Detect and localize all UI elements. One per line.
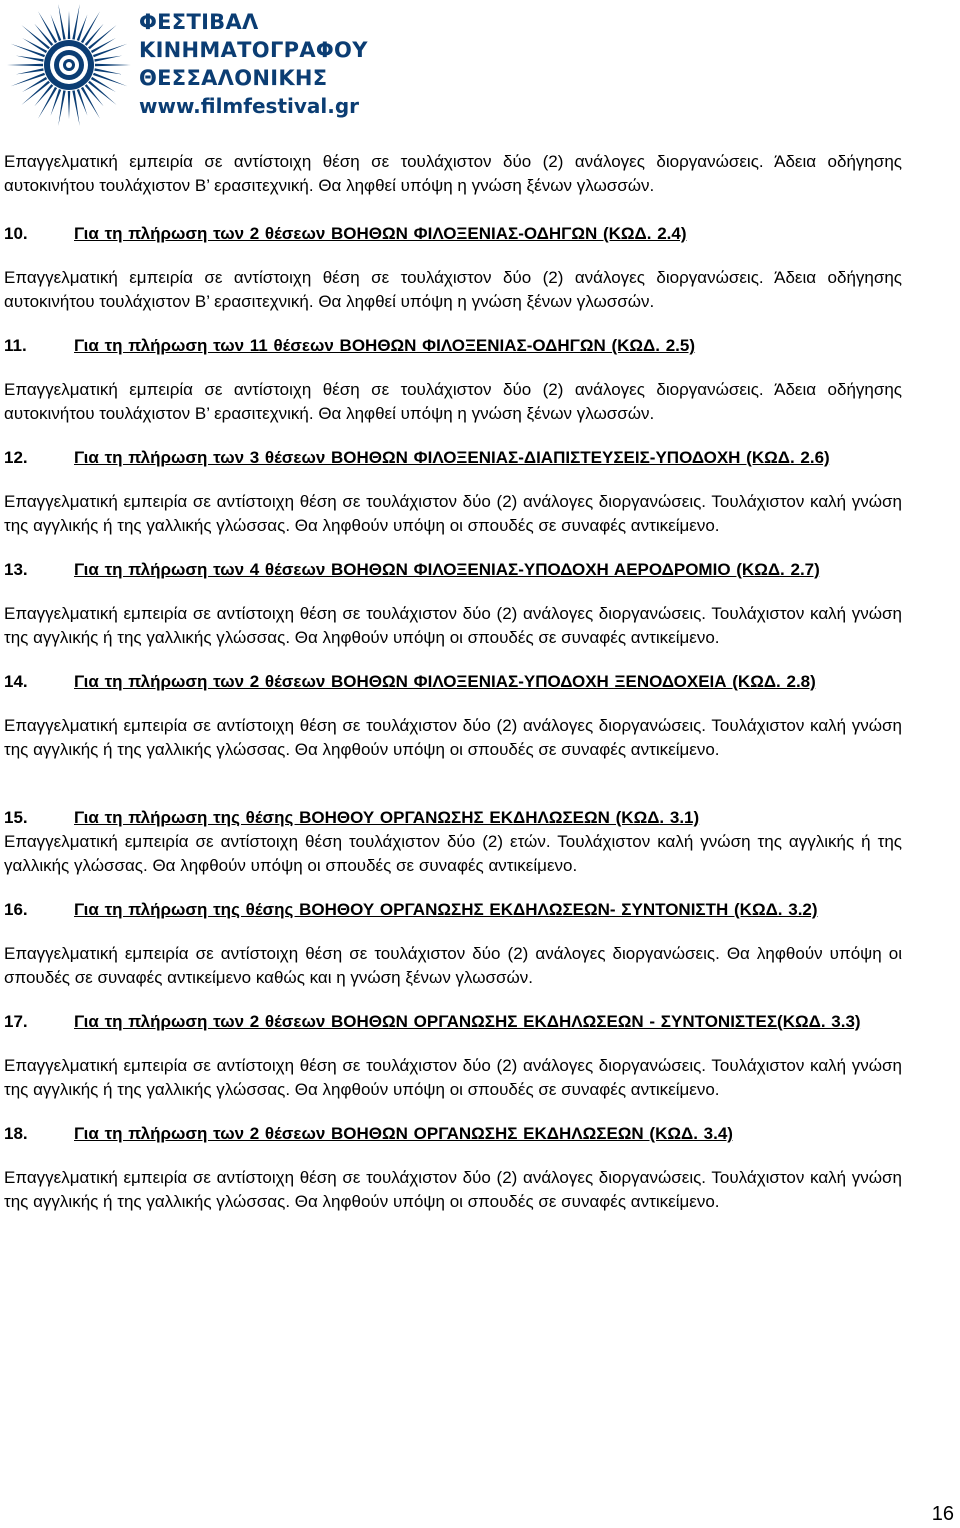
- section-heading: [4, 898, 902, 922]
- page-header: [0, 0, 960, 130]
- section-14: [4, 670, 902, 762]
- section-body: Επαγγελματική εμπειρία σε αντίστοιχη θέση σε τουλάχιστον δύο (2) ανάλογες διοργανώσεις. Τουλάχιστον καλή γνώση της αγγλικής ή της γαλλικής γλώσσας. Θα ληφθούν υπόψη οι σπουδές σε συναφές αντικείμενο.: [4, 492, 902, 535]
- section-title: Για τη πλήρωση των 4 θέσεων ΒΟΗΘΩΝ ΦΙΛΟΞΕΝΙΑΣ-ΥΠΟΔΟΧΗ ΑΕΡΟΔΡΟΜΙΟ (ΚΩΔ. 2.7): [74, 560, 820, 579]
- section-body: Επαγγελματική εμπειρία σε αντίστοιχη θέση σε τουλάχιστον δύο (2) ανάλογες διοργανώσεις. Τουλάχιστον καλή γνώση της αγγλικής ή της γαλλικής γλώσσας. Θα ληφθούν υπόψη οι σπουδές σε συναφές αντικείμενο.: [4, 716, 902, 759]
- section-body: Επαγγελματική εμπειρία σε αντίστοιχη θέση σε τουλάχιστον δύο (2) ανάλογες διοργανώσεις. Τουλάχιστον καλή γνώση της αγγλικής ή της γαλλικής γλώσσας. Θα ληφθούν υπόψη οι σπουδές σε συναφές αντικείμενο.: [4, 1056, 902, 1099]
- section-title: Για τη πλήρωση των 11 θέσεων ΒΟΗΘΩΝ ΦΙΛΟΞΕΝΙΑΣ-ΟΔΗΓΩΝ (ΚΩΔ. 2.5): [74, 336, 696, 355]
- logo-line-2: ΚΙΝΗΜΑΤΟΓΡΑΦΟΥ: [139, 38, 368, 62]
- section-12: [4, 446, 902, 538]
- section-10: [4, 222, 902, 314]
- logo-line-1: ΦΕΣΤΙΒΑΛ: [139, 10, 259, 34]
- section-17: [4, 1010, 902, 1102]
- section-title: Για τη πλήρωση των 2 θέσεων ΒΟΗΘΩΝ ΟΡΓΑΝΩΣΗΣ ΕΚΔΗΛΩΣΕΩΝ (ΚΩΔ. 3.4): [74, 1124, 733, 1143]
- section-number: 10.: [4, 224, 28, 243]
- logo-url: www.filmfestival.gr: [139, 94, 360, 118]
- section-body: Επαγγελματική εμπειρία σε αντίστοιχη θέση τουλάχιστον δύο (2) ετών. Τουλάχιστον καλή γνώση της αγγλικής ή της γαλλικής γλώσσας. Θα ληφθούν υπόψη οι σπουδές σε συναφές αντικείμενο.: [4, 832, 902, 875]
- section-heading: [4, 1122, 902, 1146]
- intro-paragraph: Επαγγελματική εμπειρία σε αντίστοιχη θέση σε τουλάχιστον δύο (2) ανάλογες διοργανώσεις. Άδεια οδήγησης αυτοκινήτου τουλάχιστον Β’ ερασιτεχνική. Θα ληφθεί υπόψη η γνώση ξένων γλωσσών.: [4, 152, 902, 195]
- section-title: Για τη πλήρωση των 3 θέσεων ΒΟΗΘΩΝ ΦΙΛΟΞΕΝΙΑΣ-ΔΙΑΠΙΣΤΕΥΣΕΙΣ-ΥΠΟΔΟΧΗ (ΚΩΔ. 2.6): [74, 448, 830, 467]
- section-title: Για τη πλήρωση των 2 θέσεων ΒΟΗΘΩΝ ΦΙΛΟΞΕΝΙΑΣ-ΟΔΗΓΩΝ (ΚΩΔ. 2.4): [74, 224, 687, 243]
- section-body: Επαγγελματική εμπειρία σε αντίστοιχη θέση σε τουλάχιστον δύο (2) ανάλογες διοργανώσεις. Τουλάχιστον καλή γνώση της αγγλικής ή της γαλλικής γλώσσας. Θα ληφθούν υπόψη οι σπουδές σε συναφές αντικείμενο.: [4, 1168, 902, 1211]
- logo-line-3: ΘΕΣΣΑΛΟΝΙΚΗΣ: [139, 66, 328, 90]
- section-number: 15.: [4, 808, 28, 827]
- section-heading: [4, 558, 902, 582]
- section-16: [4, 898, 902, 990]
- section-title: Για τη πλήρωση της θέσης ΒΟΗΘΟΥ ΟΡΓΑΝΩΣΗΣ ΕΚΔΗΛΩΣΕΩΝ- ΣΥΝΤΟΝΙΣΤΗ (ΚΩΔ. 3.2): [74, 900, 818, 919]
- sun-emblem-icon: [4, 2, 134, 128]
- section-number: 18.: [4, 1124, 28, 1143]
- section-number: 11.: [4, 336, 27, 355]
- document-body: [4, 150, 902, 1214]
- section-body: Επαγγελματική εμπειρία σε αντίστοιχη θέση σε τουλάχιστον δύο (2) ανάλογες διοργανώσεις. Άδεια οδήγησης αυτοκινήτου τουλάχιστον Β’ ερασιτεχνική. Θα ληφθεί υπόψη η γνώση ξένων γλωσσών.: [4, 380, 902, 423]
- section-title: Για τη πλήρωση των 2 θέσεων ΒΟΗΘΩΝ ΦΙΛΟΞΕΝΙΑΣ-ΥΠΟΔΟΧΗ ΞΕΝΟΔΟΧΕΙΑ (ΚΩΔ. 2.8): [74, 672, 816, 691]
- section-13: [4, 558, 902, 650]
- section-heading: [4, 806, 902, 830]
- section-body: Επαγγελματική εμπειρία σε αντίστοιχη θέση σε τουλάχιστον δύο (2) ανάλογες διοργανώσεις. Θα ληφθούν υπόψη οι σπουδές σε συναφές αντικείμενο καθώς και η γνώση ξένων γλωσσών.: [4, 944, 902, 987]
- section-number: 14.: [4, 672, 28, 691]
- section-title: Για τη πλήρωση της θέσης ΒΟΗΘΟΥ ΟΡΓΑΝΩΣΗΣ ΕΚΔΗΛΩΣΕΩΝ (ΚΩΔ. 3.1): [74, 808, 700, 827]
- section-number: 17.: [4, 1012, 28, 1031]
- festival-logo: [139, 8, 368, 120]
- section-title: Για τη πλήρωση των 2 θέσεων ΒΟΗΘΩΝ ΟΡΓΑΝΩΣΗΣ ΕΚΔΗΛΩΣΕΩΝ - ΣΥΝΤΟΝΙΣΤΕΣ(ΚΩΔ. 3.3): [74, 1012, 861, 1031]
- section-15: [4, 806, 902, 878]
- section-heading: [4, 222, 902, 246]
- section-11: [4, 334, 902, 426]
- section-heading: [4, 1010, 902, 1034]
- section-heading: [4, 670, 902, 694]
- section-body: Επαγγελματική εμπειρία σε αντίστοιχη θέση σε τουλάχιστον δύο (2) ανάλογες διοργανώσεις. Άδεια οδήγησης αυτοκινήτου τουλάχιστον Β’ ερασιτεχνική. Θα ληφθεί υπόψη η γνώση ξένων γλωσσών.: [4, 268, 902, 311]
- section-heading: [4, 446, 902, 470]
- page-number: 16: [931, 1503, 954, 1525]
- section-number: 16.: [4, 900, 28, 919]
- section-number: 13.: [4, 560, 28, 579]
- section-18: [4, 1122, 902, 1214]
- section-body: Επαγγελματική εμπειρία σε αντίστοιχη θέση σε τουλάχιστον δύο (2) ανάλογες διοργανώσεις. Τουλάχιστον καλή γνώση της αγγλικής ή της γαλλικής γλώσσας. Θα ληφθούν υπόψη οι σπουδές σε συναφές αντικείμενο.: [4, 604, 902, 647]
- section-number: 12.: [4, 448, 28, 467]
- section-heading: [4, 334, 902, 358]
